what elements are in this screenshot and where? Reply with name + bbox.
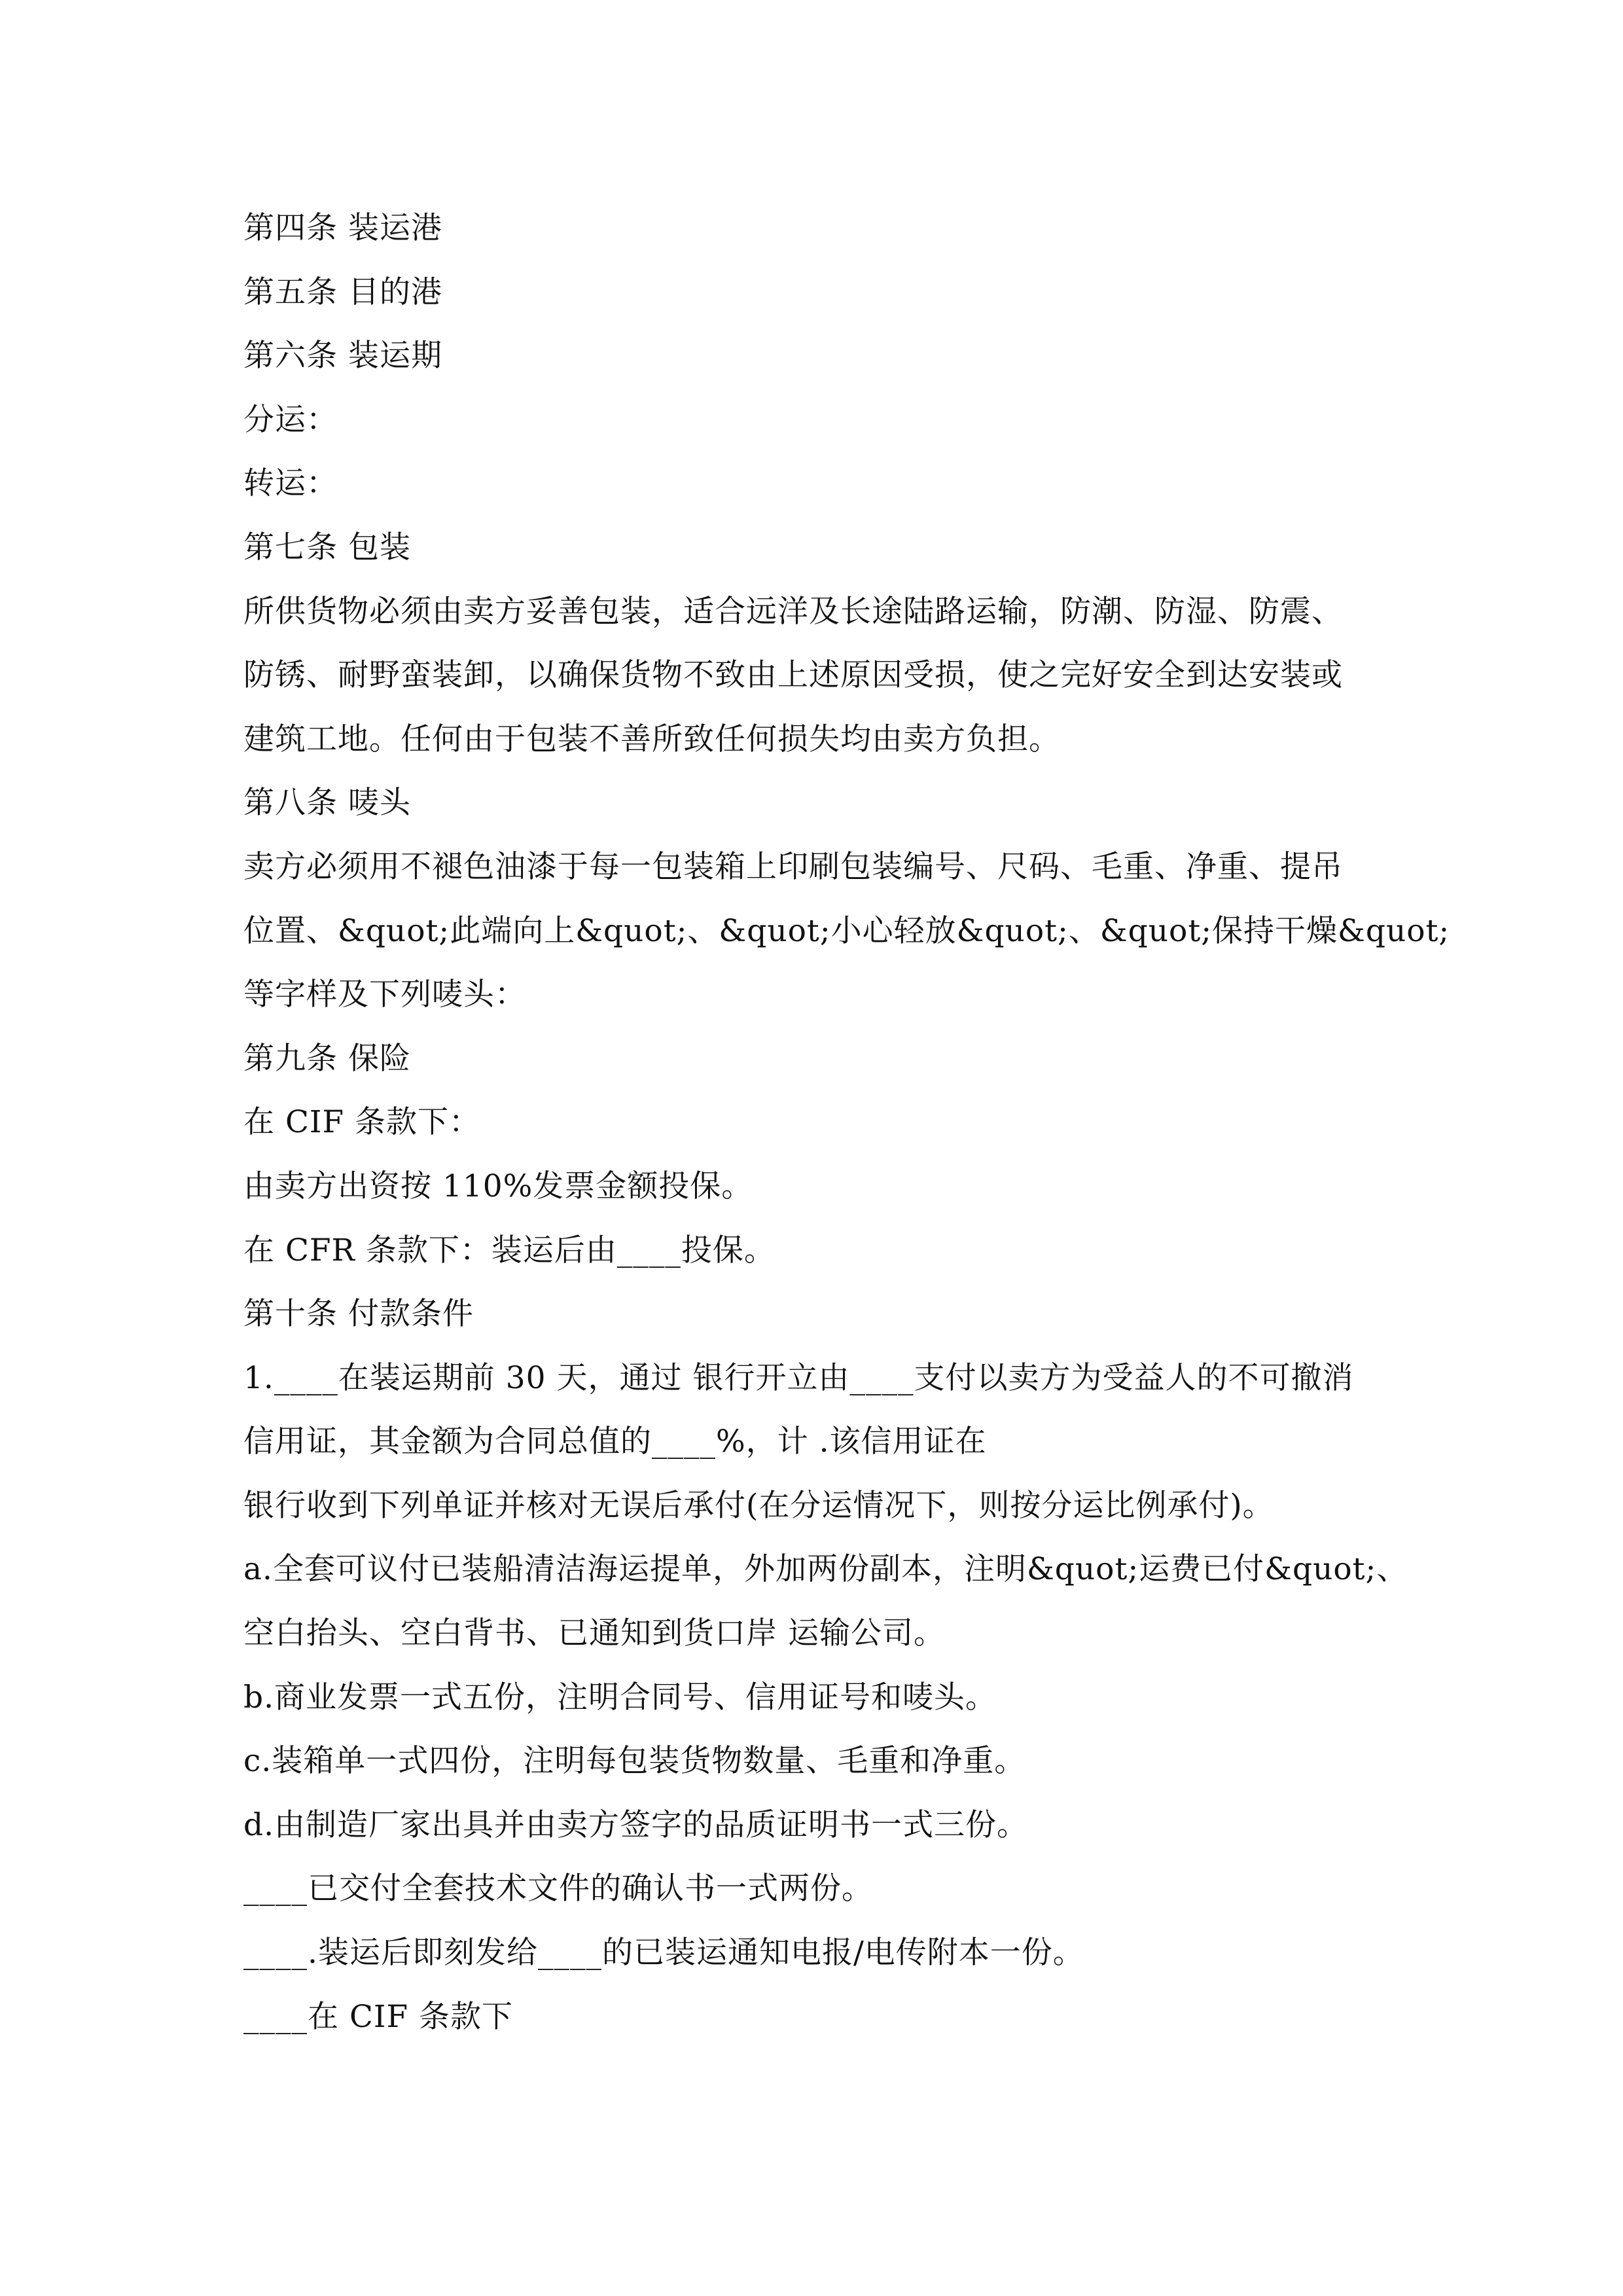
- article-9-heading: 第九条 保险: [243, 1040, 411, 1077]
- document-item-b: b.商业发票一式五份，注明合同号、信用证号和唛头。: [243, 1679, 997, 1715]
- payment-paragraph-line: 银行收到下列单证并核对无误后承付(在分运情况下，则按分运比例承付)。: [243, 1487, 1274, 1524]
- article-7-heading: 第七条 包装: [243, 529, 411, 565]
- document-item-c: c.装箱单一式四份，注明每包装货物数量、毛重和净重。: [243, 1743, 1026, 1780]
- transshipment-line: 转运：: [243, 465, 338, 502]
- document-body: [243, 196, 1450, 2049]
- document-item-a: a.全套可议付已装船清洁海运提单，外加两份副本，注明&quot;运费已付&quot;、: [243, 1551, 1408, 1588]
- document-item-e: ____已交付全套技术文件的确认书一式两份。: [243, 1871, 873, 1907]
- document-item-d: d.由制造厂家出具并由卖方签字的品质证明书一式三份。: [243, 1806, 1029, 1843]
- document-item-f: ____.装运后即刻发给____的已装运通知电报/电传附本一份。: [243, 1935, 1084, 1971]
- insurance-line: 由卖方出资按 110%发票金额投保。: [243, 1168, 753, 1204]
- payment-paragraph-line: 信用证，其金额为合同总值的____%，计 .该信用证在: [243, 1424, 987, 1460]
- packing-paragraph-line: 防锈、耐野蛮装卸，以确保货物不致由上述原因受损，使之完好安全到达安装或: [243, 657, 1343, 694]
- document-item-g: ____在 CIF 条款下: [243, 1998, 514, 2035]
- packing-paragraph-line: 建筑工地。任何由于包装不善所致任何损失均由卖方负担。: [243, 721, 1060, 757]
- payment-paragraph-line: 1.____在装运期前 30 天，通过 银行开立由____支付以卖方为受益人的不可撤消: [243, 1359, 1354, 1396]
- marks-paragraph-line: 等字样及下列唛头：: [243, 977, 526, 1013]
- article-6-heading: 第六条 装运期: [243, 338, 442, 374]
- article-5-heading: 第五条 目的港: [243, 274, 442, 310]
- article-10-heading: 第十条 付款条件: [243, 1296, 474, 1333]
- marks-paragraph-line: 卖方必须用不褪色油漆于每一包装箱上印刷包装编号、尺码、毛重、净重、提吊: [243, 848, 1343, 885]
- partial-shipment-line: 分运：: [243, 401, 338, 438]
- article-8-heading: 第八条 唛头: [243, 785, 411, 821]
- article-4-heading: 第四条 装运港: [243, 210, 442, 246]
- packing-paragraph-line: 所供货物必须由卖方妥善包装，适合远洋及长途陆路运输，防潮、防湿、防震、: [243, 593, 1343, 630]
- insurance-line: 在 CIF 条款下：: [243, 1104, 481, 1141]
- document-item-a-cont: 空白抬头、空白背书、已通知到货口岸 运输公司。: [243, 1615, 945, 1652]
- insurance-line: 在 CFR 条款下：装运后由____投保。: [243, 1232, 776, 1268]
- marks-paragraph-line: 位置、&quot;此端向上&quot;、&quot;小心轻放&quot;、&quot;保持干燥&quot;: [243, 912, 1450, 949]
